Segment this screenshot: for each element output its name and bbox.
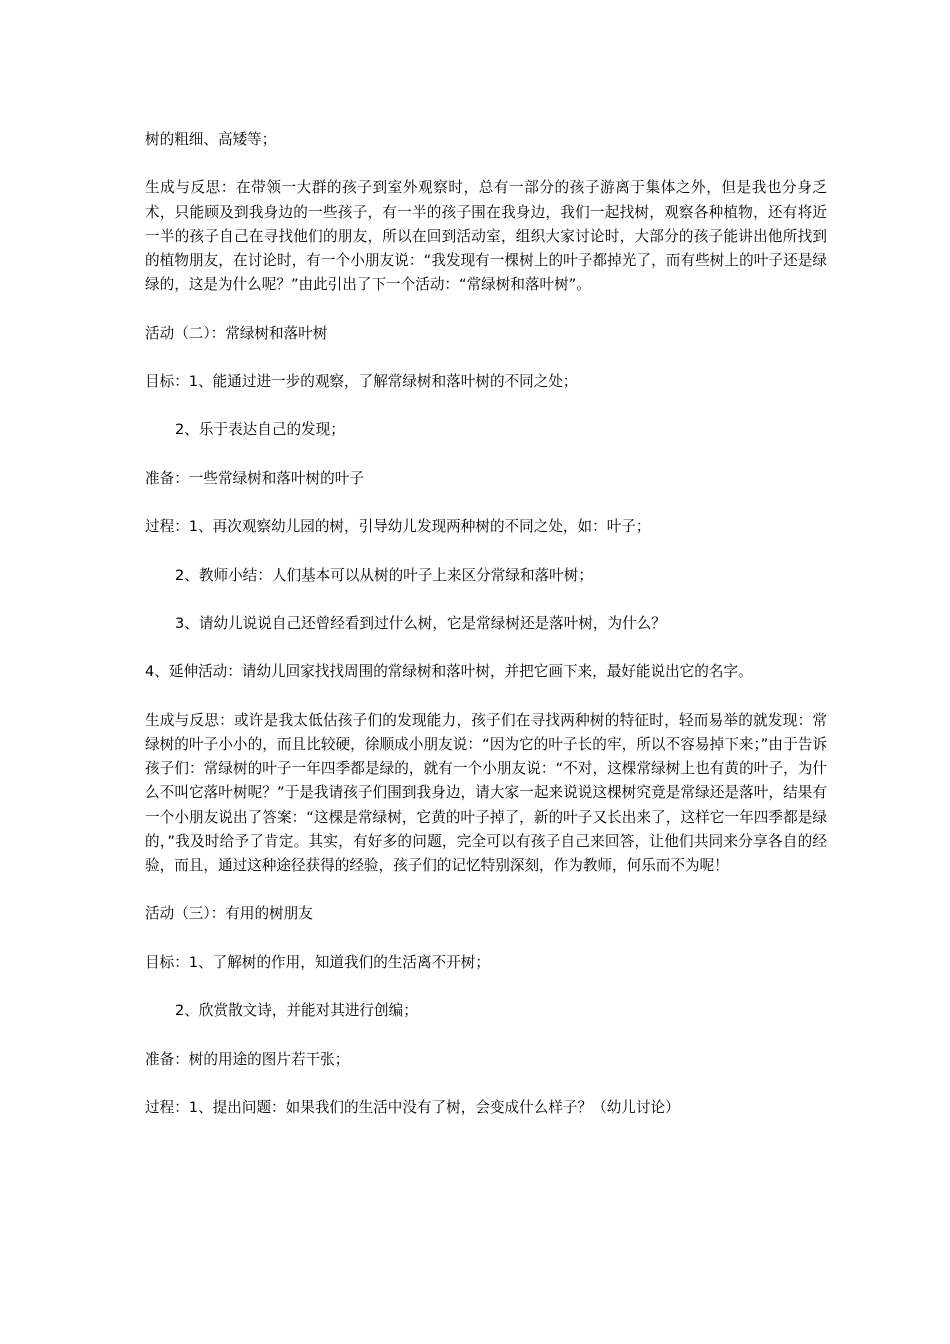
paragraph-extension-activity: 4、延伸活动：请幼儿回家找找周围的常绿树和落叶树，并把它画下来，最好能说出它的名字。	[145, 663, 753, 681]
paragraph-process-1: 过程：1、再次观察幼儿园的树，引导幼儿发现两种树的不同之处，如：叶子；	[145, 518, 651, 536]
paragraph-tree-thickness: 树的粗细、高矮等；	[145, 131, 277, 148]
heading-activity-2: 活动（二）：常绿树和落叶树	[145, 324, 328, 342]
paragraph-goal-2: 2、乐于表达自己的发现；	[175, 421, 345, 439]
paragraph-process-4: 过程：1、提出问题：如果我们的生活中没有了树，会变成什么样子？（幼儿讨论）	[145, 1098, 680, 1116]
heading-activity-3: 活动（三）：有用的树朋友	[145, 905, 313, 923]
paragraph-process-3: 3、请幼儿说说自己还曾经看到过什么树，它是常绿树还是落叶树，为什么？	[175, 614, 666, 632]
paragraph-goal-3: 目标：1、了解树的作用，知道我们的生活离不开树；	[145, 953, 490, 971]
paragraph-reflection-1: 生成与反思：在带领一大群的孩子到室外观察时，总有一部分的孩子游离于集体之外，但是我也分身乏术，只能顾及到我身边的一些孩子，有一半的孩子围在我身边，我们一起找树，观察各种植物，还有将近一半的孩子自己在寻找他们的朋友，所以在回到活动室，组织大家讨论时，大部分的孩子能讲出他所找到的植物朋友，在讨论时，有一个小朋友说：“我发现有一棵树上的叶子都掉光了，而有些树上的叶子还是绿绿的，这是为什么呢？”由此引出了下一个活动：“常绿树和落叶树”。	[145, 179, 827, 294]
paragraph-preparation-2: 准备：树的用途的图片若干张；	[145, 1050, 350, 1068]
paragraph-preparation-1: 准备：一些常绿树和落叶树的叶子	[145, 469, 364, 487]
paragraph-goal-1: 目标：1、能通过进一步的观察，了解常绿树和落叶树的不同之处；	[145, 372, 578, 390]
paragraph-reflection-2: 生成与反思：或许是我太低估孩子们的发现能力，孩子们在寻找两种树的特征时，轻而易举的就发现：常绿树的叶子小小的，而且比较硬，徐顺成小朋友说：“因为它的叶子长的牢，所以不容易掉下来；”由于告诉孩子们：常绿树的叶子一年四季都是绿的，就有一个小朋友说：“不对，这棵常绿树上也有黄的叶子，为什么不叫它落叶树呢？”于是我请孩子们围到我身边，请大家一起来说说这棵树究竟是常绿还是落叶，结果有一个小朋友说出了答案：“这棵是常绿树，它黄的叶子掉了，新的叶子又长出来了，这样它一年四季都是绿的，”我及时给予了肯定。其实，有好多的问题，完全可以有孩子自己来回答，让他们共同来分享各自的经验，而且，通过这种途径获得的经验，孩子们的记忆特别深刻，作为教师，何乐而不为呢！	[145, 711, 827, 874]
document-body	[145, 128, 827, 1144]
paragraph-goal-4: 2、欣赏散文诗，并能对其进行创编；	[175, 1002, 418, 1020]
paragraph-process-2: 2、教师小结：人们基本可以从树的叶子上来区分常绿和落叶树；	[175, 566, 593, 584]
